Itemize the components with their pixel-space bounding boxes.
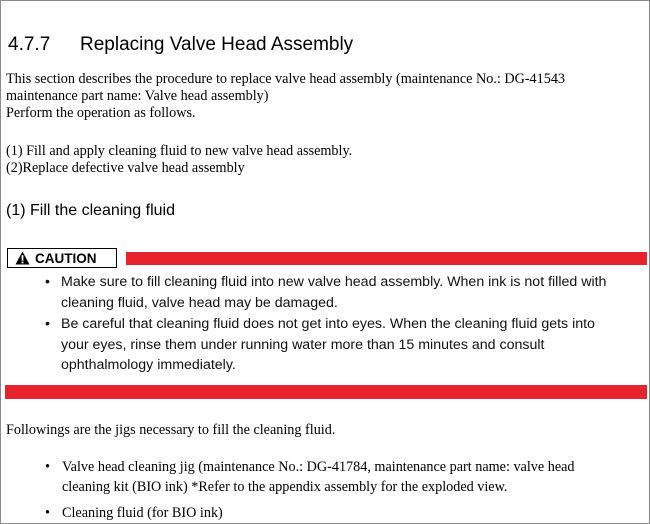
jig-item-1-line-1: Valve head cleaning jig (maintenance No.: DG-41784, maintenance part name: valve head <box>62 459 575 475</box>
bullet-icon: • <box>45 505 50 521</box>
step-2: (2)Replace defective valve head assembly <box>6 160 245 176</box>
jigs-intro: Followings are the jigs necessary to fill the cleaning fluid. <box>6 422 336 438</box>
caution-top-bar <box>126 252 647 265</box>
caution-label-box <box>7 248 117 268</box>
caution-bullet-2-line-2: your eyes, rinse them under running water more than 15 minutes and consult <box>61 336 545 353</box>
bullet-icon: • <box>45 274 50 290</box>
bullet-icon: • <box>45 316 50 332</box>
jig-item-2 <box>45 503 223 523</box>
section-heading <box>8 34 353 56</box>
section-number: 4.7.7 <box>8 34 51 55</box>
jig-item-1-line-2: cleaning kit (BIO ink) *Refer to the appendix assembly for the exploded view. <box>62 479 508 495</box>
step-1: (1) Fill and apply cleaning fluid to new valve head assembly. <box>6 143 353 159</box>
caution-bullet-1 <box>45 272 641 313</box>
warning-triangle-icon <box>15 251 30 265</box>
intro-line-2: maintenance part name: Valve head assembly) <box>6 88 269 104</box>
caution-label: CAUTION <box>35 250 97 266</box>
section-title: Replacing Valve Head Assembly <box>80 34 354 55</box>
caution-bullet-1-line-1: Make sure to fill cleaning fluid into new valve head assembly. When ink is not filled with <box>61 274 607 290</box>
jig-item-1 <box>45 457 575 497</box>
intro-line-3: Perform the operation as follows. <box>6 105 196 121</box>
intro-line-1: This section describes the procedure to replace valve head assembly (maintenance No.: DG-41543 <box>6 71 566 87</box>
caution-bullet-1-line-2: cleaning fluid, valve head may be damaged. <box>61 294 338 311</box>
subsection-title: (1) Fill the cleaning fluid <box>6 202 175 219</box>
caution-bottom-bar <box>5 385 647 399</box>
caution-bullet-2-line-1: Be careful that cleaning fluid does not get into eyes. When the cleaning fluid gets into <box>61 316 595 332</box>
caution-bullet-2-line-3: ophthalmology immediately. <box>61 357 236 373</box>
bullet-icon: • <box>45 459 50 475</box>
jig-item-2-line-1: Cleaning fluid (for BIO ink) <box>62 505 223 521</box>
caution-bullet-2 <box>45 314 641 376</box>
